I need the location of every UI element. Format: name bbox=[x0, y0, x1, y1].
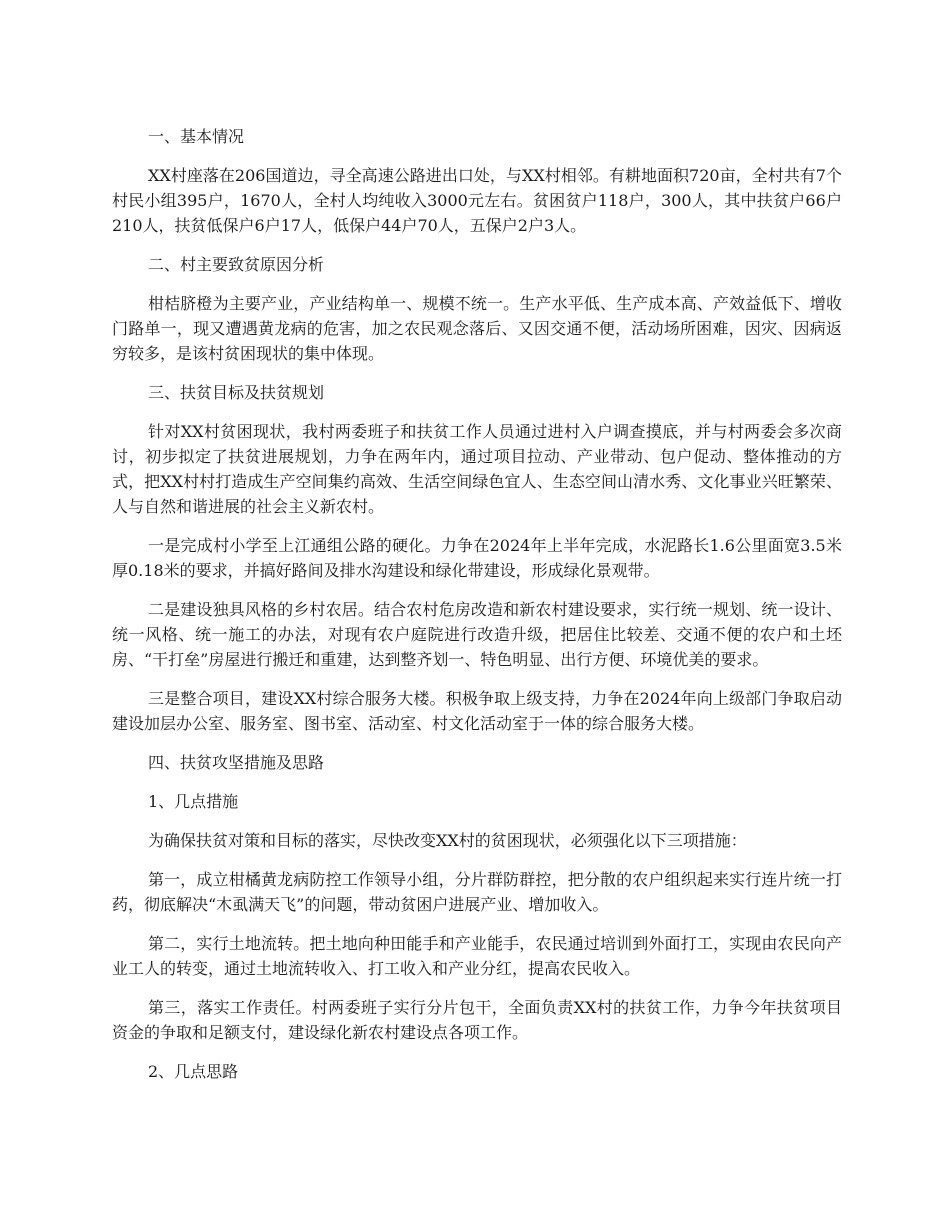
paragraph-poverty-causes: 柑桔脐橙为主要产业，产业结构单一、规模不统一。生产水平低、生产成本高、产效益低下、增收门路单一，现又遭遇黄龙病的危害，加之农民观念落后、又因交通不便，活动场所困难，因灾、因病返穷较多，是该村贫困现状的集中体现。 bbox=[112, 294, 842, 363]
paragraph-measure-first: 第一，成立柑橘黄龙病防控工作领导小组，分片群防群控，把分散的农户组织起来实行连片统一打药，彻底解决“木虱满天飞”的问题，带动贫困户进展产业、增加收入。 bbox=[112, 870, 842, 914]
section-heading-poverty-causes: 二、村主要致贫原因分析 bbox=[148, 255, 325, 274]
section-heading-measures-ideas: 四、扶贫攻坚措施及思路 bbox=[148, 753, 325, 772]
paragraph-rural-housing: 二是建设独具风格的乡村农居。结合农村危房改造和新农村建设要求，实行统一规划、统一设计、统一风格、统一施工的办法，对现有农户庭院进行改造升级，把居住比较差、交通不便的农户和土坯房、“干打垒”房屋进行搬迁和重建，达到整齐划一、特色明显、出行方便、环境优美的要求。 bbox=[112, 600, 842, 669]
paragraph-service-building: 三是整合项目，建设XX村综合服务大楼。积极争取上级支持，力争在2024年向上级部门争取启动建设加层办公室、服务室、图书室、活动室、村文化活动室于一体的综合服务大楼。 bbox=[112, 689, 842, 733]
paragraph-road-hardening: 一是完成村小学至上江通组公路的硬化。力争在2024年上半年完成，水泥路长1.6公里面宽3.5米厚0.18米的要求，并搞好路间及排水沟建设和绿化带建设，形成绿化景观带。 bbox=[112, 536, 842, 580]
document-body bbox=[112, 124, 842, 1098]
subheading-ideas: 2、几点思路 bbox=[148, 1062, 239, 1081]
paragraph-measure-second: 第二，实行土地流转。把土地向种田能手和产业能手，农民通过培训到外面打工，实现由农民向产业工人的转变，通过土地流转收入、打工收入和产业分红，提高农民收入。 bbox=[112, 934, 842, 978]
paragraph-basic-situation: XX村座落在206国道边，寻全高速公路进出口处，与XX村相邻。有耕地面积720亩，全村共有7个村民小组395户，1670人，全村人均纯收入3000元左右。贫困贫户118户，300人，其中扶贫户66户210人，扶贫低保户6户17人，低保户44户70人，五保户2户3人。 bbox=[112, 166, 842, 235]
section-heading-basic-situation: 一、基本情况 bbox=[148, 127, 245, 146]
paragraph-measures-intro: 为确保扶贫对策和目标的落实，尽快改变XX村的贫困现状，必须强化以下三项措施： bbox=[148, 831, 747, 850]
subheading-measures: 1、几点措施 bbox=[148, 792, 239, 811]
paragraph-measure-third: 第三，落实工作责任。村两委班子实行分片包干，全面负责XX村的扶贫工作，力争今年扶贫项目资金的争取和足额支付，建设绿化新农村建设点各项工作。 bbox=[112, 998, 842, 1042]
paragraph-goals-plan: 针对XX村贫困现状，我村两委班子和扶贫工作人员通过进村入户调查摸底，并与村两委会多次商讨，初步拟定了扶贫进展规划，力争在两年内，通过项目拉动、产业带动、包户促动、整体推动的方式，把XX村村打造成生产空间集约高效、生活空间绿色宜人、生态空间山清水秀、文化事业兴旺繁荣、人与自然和谐进展的社会主义新农村。 bbox=[112, 422, 842, 516]
section-heading-goals-plan: 三、扶贫目标及扶贫规划 bbox=[148, 383, 325, 402]
